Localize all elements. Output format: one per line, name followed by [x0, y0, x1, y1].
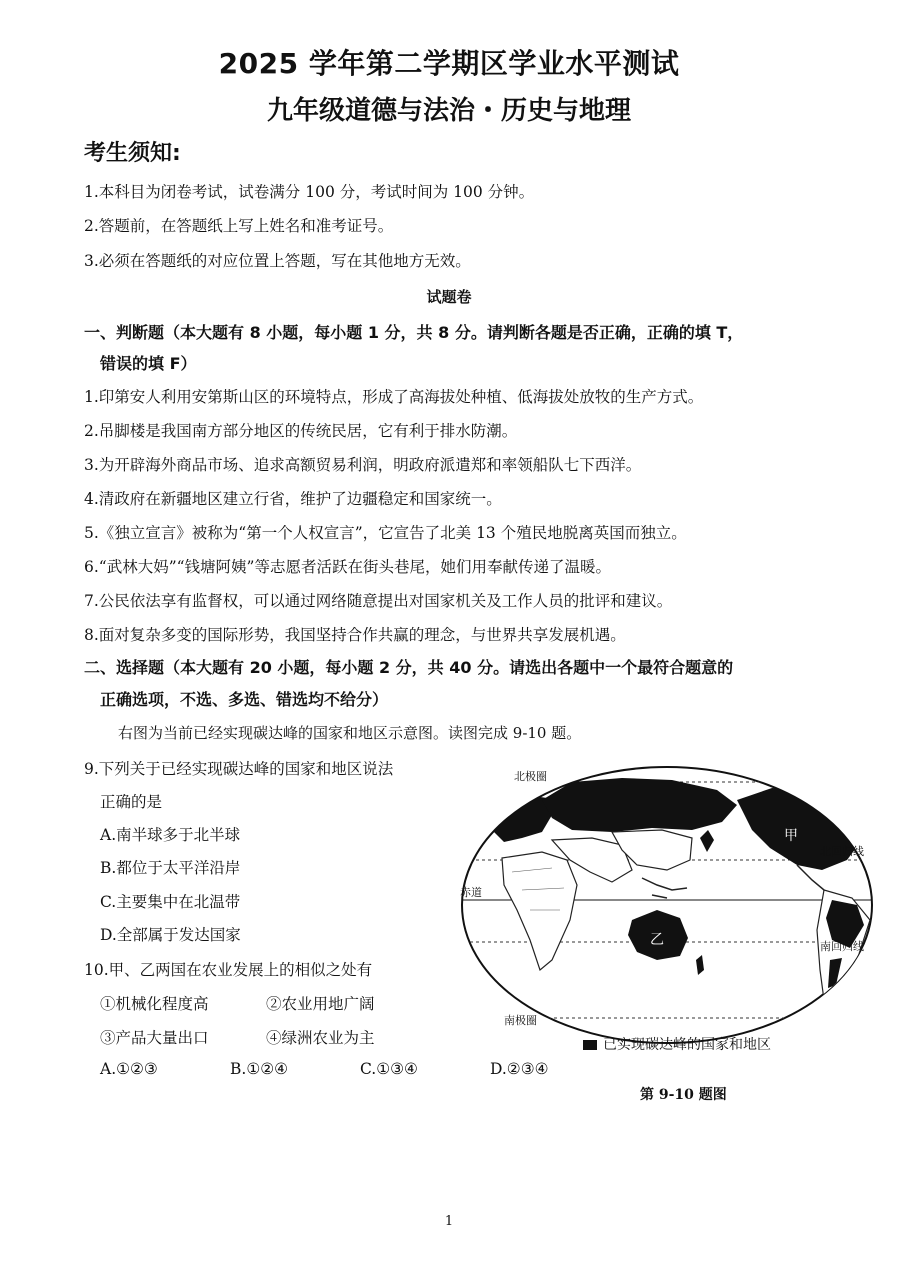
notice-item: 3.必须在答题纸的对应位置上答题，写在其他地方无效。 [84, 252, 471, 270]
judge-item-4: 4.清政府在新疆地区建立行省，维护了边疆稳定和国家统一。 [84, 490, 502, 508]
section1-heading: 一、判断题（本大题有 8 小题，每小题 1 分，共 8 分。请判断各题是否正确，正确的填 T， [84, 323, 744, 342]
exam-subtitle: 九年级道德与法治・历史与地理 [266, 96, 631, 126]
judge-item-7: 7.公民依法享有监督权，可以通过网络随意提出对国家机关及工作人员的批评和建议。 [84, 592, 673, 610]
q9-option-c: C.主要集中在北温带 [100, 893, 241, 911]
notice-item: 2.答题前，在答题纸上写上姓名和准考证号。 [84, 217, 394, 235]
section2-heading-cont: 正确选项，不选、多选、错选均不给分） [100, 690, 389, 709]
antarctic-label: 南极圈 [504, 1014, 537, 1027]
tropic-capricorn-label: 南回归线 [820, 940, 864, 953]
q10-option-a: A.①②③ [100, 1060, 158, 1078]
q10-option-c: C.①③④ [360, 1060, 418, 1078]
arctic-label: 北极圈 [514, 770, 547, 783]
yi-label: 乙 [650, 932, 664, 948]
q10-option-b: B.①②④ [230, 1060, 289, 1078]
q9-stem-cont: 正确的是 [100, 793, 163, 811]
q10-fact-4: ④绿洲农业为主 [266, 1029, 375, 1047]
q10-fact-2: ②农业用地广阔 [266, 995, 375, 1013]
figure-caption: 第 9-10 题图 [640, 1087, 727, 1103]
q10-option-d: D.②③④ [490, 1060, 549, 1078]
world-map-figure [452, 760, 882, 1050]
q9-option-a: A.南半球多于北半球 [100, 826, 241, 844]
q9-option-d: D.全部属于发达国家 [100, 926, 241, 944]
q10-stem: 10.甲、乙两国在农业发展上的相似之处有 [84, 961, 373, 979]
legend-swatch [583, 1040, 597, 1050]
equator-label: 赤道 [460, 886, 482, 899]
world-map [452, 760, 882, 1050]
q9-stem: 9.下列关于已经实现碳达峰的国家和地区说法 [84, 760, 394, 778]
exam-title: 2025 学年第二学期区学业水平测试 [218, 47, 680, 80]
notice-item: 1.本科目为闭卷考试，试卷满分 100 分，考试时间为 100 分钟。 [84, 183, 535, 201]
map-intro: 右图为当前已经实现碳达峰的国家和地区示意图。读图完成 9-10 题。 [118, 724, 582, 742]
judge-item-3: 3.为开辟海外商品市场、追求高额贸易利润，明政府派遣郑和率领船队七下西洋。 [84, 456, 642, 474]
tropic-cancer-label: 北回归线 [820, 845, 864, 858]
judge-item-2: 2.吊脚楼是我国南方部分地区的传统民居，它有利于排水防潮。 [84, 422, 518, 440]
section1-heading-cont: 错误的填 F） [100, 354, 197, 373]
judge-item-8: 8.面对复杂多变的国际形势，我国坚持合作共赢的理念，与世界共享发展机遇。 [84, 626, 626, 644]
judge-item-1: 1.印第安人利用安第斯山区的环境特点，形成了高海拔处种植、低海拔处放牧的生产方式。 [84, 388, 704, 406]
jia-label: 甲 [784, 828, 798, 844]
legend-text: 已实现碳达峰的国家和地区 [603, 1037, 771, 1053]
section2-heading: 二、选择题（本大题有 20 小题，每小题 2 分，共 40 分。请选出各题中一个最符合题意的 [84, 658, 734, 677]
paper-label: 试题卷 [426, 288, 472, 306]
judge-item-6: 6.“武林大妈”“钱塘阿姨”等志愿者活跃在街头巷尾，她们用奉献传递了温暖。 [84, 558, 611, 576]
judge-item-5: 5.《独立宣言》被称为“第一个人权宣言”，它宣告了北美 13 个殖民地脱离英国而独立。 [84, 524, 687, 542]
q10-fact-3: ③产品大量出口 [100, 1029, 209, 1047]
q9-option-b: B.都位于太平洋沿岸 [100, 859, 241, 877]
page-number: 1 [444, 1214, 454, 1229]
map-legend [583, 1034, 771, 1054]
notice-heading: 考生须知: [84, 141, 181, 166]
q10-fact-1: ①机械化程度高 [100, 995, 209, 1013]
